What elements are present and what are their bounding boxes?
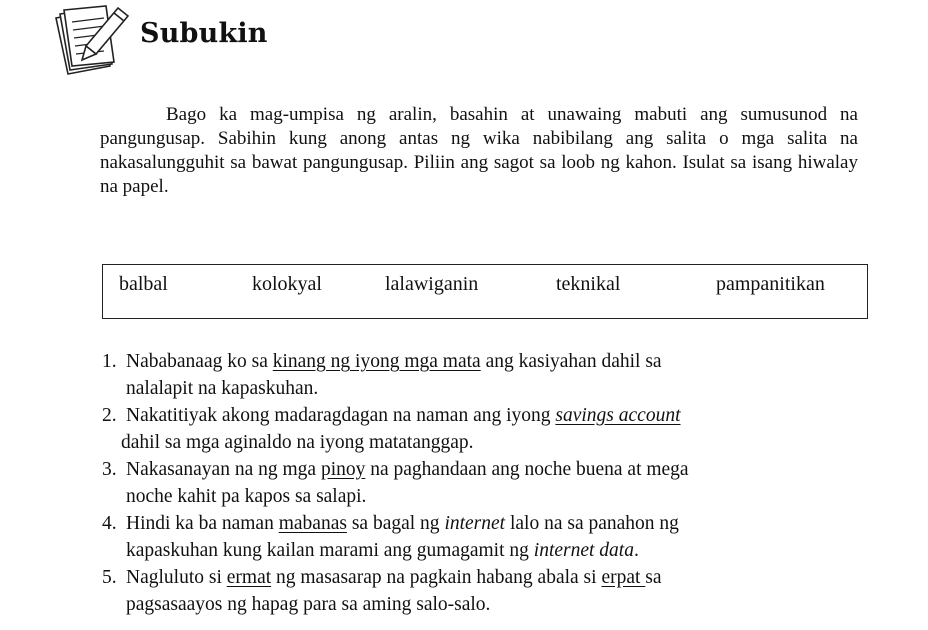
item-text: Hindi ka ba naman	[126, 513, 279, 534]
item-text: sa bagal ng	[346, 513, 445, 534]
item-text: Nababanaag ko sa	[126, 351, 273, 372]
section-header	[52, 2, 132, 82]
item-text-line2: pagsasaayos ng hapag para sa aming salo-salo.	[126, 594, 491, 615]
item-text-line2	[126, 537, 882, 564]
item-text-line2: dahil sa mga aginaldo na iyong matatanggap.	[121, 432, 474, 453]
item-text: Nakasanayan na ng mga	[126, 459, 321, 480]
underlined-phrase: kinang ng iyong mga mata	[272, 351, 481, 372]
underlined-phrase: ermat	[226, 567, 272, 588]
list-item	[102, 510, 882, 564]
italic-term: internet	[444, 513, 506, 534]
instructions-paragraph: Bago ka mag-umpisa ng aralin, basahin at unawaing mabuti ang sumusunod na pangungusap. Sabihin kung anong antas ng wika nabibilang ang salita o mga salita na nakasalungguhit sa bawat pangungusap. Piliin ang sagot sa loob ng kahon. Isulat sa isang hiwalay na papel.	[100, 104, 858, 197]
item-text: ang kasiyahan dahil sa	[480, 351, 662, 372]
underlined-phrase: erpat	[601, 567, 646, 588]
list-item	[102, 456, 882, 510]
answer-choices-box	[102, 264, 868, 319]
item-number: 3.	[102, 459, 117, 480]
notepad-pencil-icon	[52, 4, 132, 80]
item-text: ng masasarap na pagkain habang abala si	[271, 567, 602, 588]
item-text-line2: noche kahit pa kapos sa salapi.	[126, 486, 367, 507]
list-item	[102, 348, 882, 402]
underlined-phrase: mabanas	[278, 513, 347, 534]
item-number: 1.	[102, 351, 117, 372]
underlined-phrase: pinoy	[320, 459, 366, 480]
item-text: kapaskuhan kung kailan marami ang gumagamit ng	[126, 540, 534, 561]
choice-teknikal: teknikal	[556, 273, 621, 295]
question-list	[102, 348, 882, 618]
item-text: lalo na sa panahon ng	[505, 513, 679, 534]
choice-balbal: balbal	[119, 273, 168, 295]
item-text: Nagluluto si	[126, 567, 227, 588]
list-item	[102, 402, 882, 456]
item-text: Nakatitiyak akong madaragdagan na naman ang iyong	[126, 405, 556, 426]
item-text: .	[633, 540, 639, 561]
italic-term: internet data	[533, 540, 634, 561]
item-text-line2: nalalapit na kapaskuhan.	[126, 378, 319, 399]
section-title: Subukin	[140, 18, 268, 49]
item-text: na paghandaan ang noche buena at mega	[365, 459, 689, 480]
item-text: sa	[645, 567, 662, 588]
choice-pampanitikan: pampanitikan	[716, 273, 825, 295]
underlined-phrase: savings account	[555, 405, 681, 426]
item-number: 2.	[102, 405, 117, 426]
list-item	[102, 564, 882, 618]
item-number: 5.	[102, 567, 117, 588]
choice-lalawiganin: lalawiganin	[385, 273, 479, 295]
choice-kolokyal: kolokyal	[252, 273, 322, 295]
item-number: 4.	[102, 513, 117, 534]
